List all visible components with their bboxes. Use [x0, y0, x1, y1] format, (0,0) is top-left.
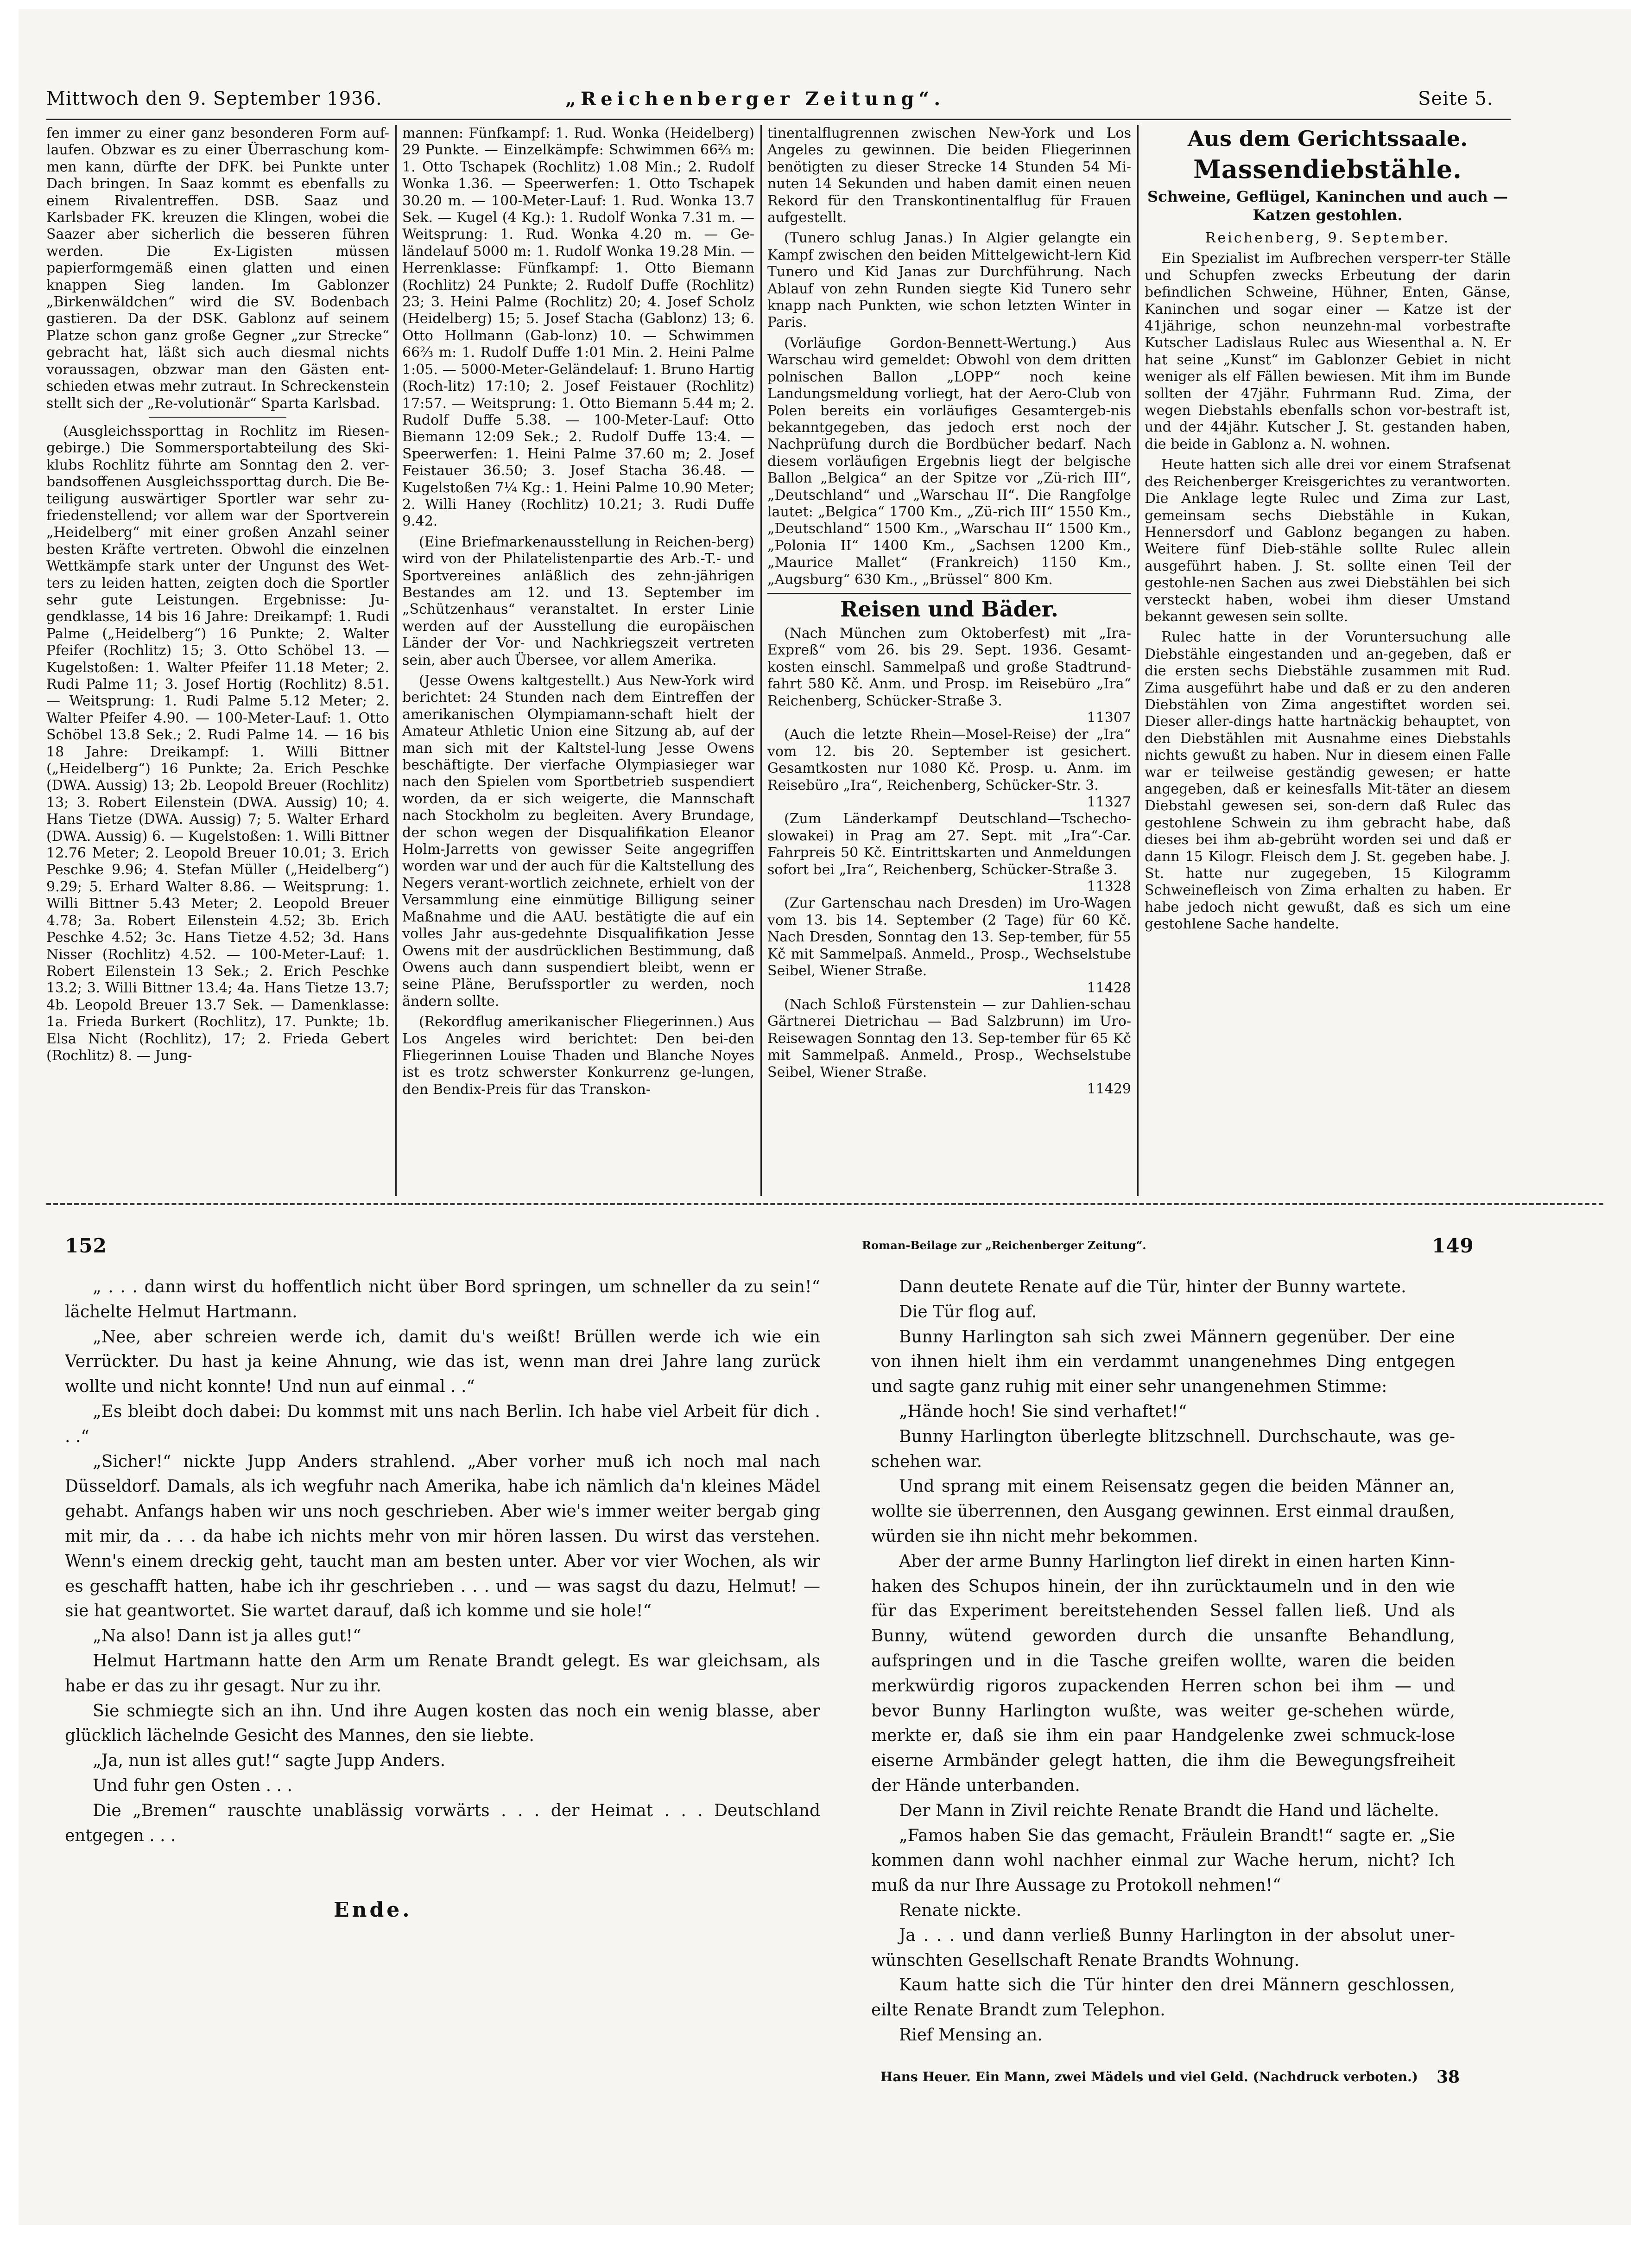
travel-ad-code: 11307	[1087, 710, 1131, 726]
footer-number: 38	[1437, 2067, 1460, 2087]
novel-paragraph: „Es bleibt doch dabei: Du kommst mit uns nach Berlin. Ich habe viel Arbeit für dich . . .“	[65, 1402, 820, 1446]
column-divider	[149, 417, 286, 418]
travel-ad	[767, 811, 1131, 895]
issue-date: Mittwoch den 9. September 1936.	[46, 88, 382, 109]
column-3	[767, 125, 1131, 1196]
novel-paragraph: Ja . . . und dann verließ Bunny Harlington in der absolut uner-wünschten Gesellschaft Renate Brandts Wohnung.	[871, 1925, 1455, 1970]
article-dateline: Reichenberg, 9. September.	[1205, 230, 1450, 246]
travel-ad-code: 11428	[1087, 979, 1131, 996]
right-page-number: 149	[1432, 1234, 1474, 1257]
newspaper-sheet	[19, 9, 1631, 2225]
article-paragraph: Rulec hatte in der Voruntersuchung alle Diebstähle eingestanden und an-gegeben, daß er die ersten sechs Diebstähle zusammen mit Rud. Zima ausgeführt habe und daß er zu den anderen Diebstählen von Zima angestiftet worden sei. Dieser aller-dings hatte hartnäckig behauptet, von den Diebstählen mit Ausnahme eines Diebstahls nichts gewußt zu haben. Nur in diesem einen Falle war er teilweise geständig gewesen; er hatte angegeben, daß er keinesfalls Mit-täter an diesem Diebstahl gewesen sei, son-dern daß Rulec das gestohlene Schwein zu ihm gebracht habe, daß dieses bei ihm ab-gebrüht worden sei und daß er dann 15 Kilogr. Fleisch dem J. St. gegeben habe. J. St. hatte nur zugegeben, 15 Kilogramm Schweinefleisch von Zima erhalten zu haben. Er habe jedoch nicht gewußt, daß es sich um eine gestohlene Sache handelte.	[1145, 629, 1511, 933]
gordon-bennett-article: (Vorläufige Gordon-Bennett-Wertung.) Aus Warschau wird gemeldet: Obwohl von dem dritten polnischen Ballon „LOPP“ noch keine Landungsmeldung vorliegt, hat der Aero-Club von Polen bereits ein vorläufiges Gesamtergeb-nis bekanntgegeben, das jedoch erst noch der Nachprüfung durch die Bordbücher bedarf. Nach diesem vorläufigen Ergebnis liegt der belgische Ballon „Belgica“ an der Spitze vor „Zü-rich III“, „Deutschland“ und „Warschau II“. Die Rangfolge lautet: „Belgica“ 1700 Km., „Zü-rich III“ 1550 Km., „Deutschland“ 1500 Km., „Warschau II“ 1500 Km., „Polonia II“ 1400 Km., „Sachsen 1200 Km., „Maurice Mallet“ (Frankreich) 1150 Km., „Augsburg“ 630 Km., „Brüssel“ 800 Km.	[767, 335, 1131, 588]
column-4	[1145, 125, 1511, 1196]
column-2	[402, 125, 754, 1196]
novel-paragraph: Dann deutete Renate auf die Tür, hinter der Bunny wartete.	[899, 1277, 1406, 1296]
travel-ad	[767, 997, 1131, 1098]
travel-ad-code: 11327	[1087, 794, 1131, 811]
novel-paragraph: Der Mann in Zivil reichte Renate Brandt die Hand und lächelte.	[899, 1801, 1439, 1820]
travel-ad-text: (Auch die letzte Rhein—Mosel-Reise) der „Ira“ vom 12. bis 20. September ist gesichert. Gesamtkosten nur 1080 Kč. Prosp. u. Anm. im Reisebüro „Ira“, Reichenberg, Schücker-Str. 3.	[767, 726, 1131, 794]
novel-paragraph: Renate nickte.	[899, 1900, 1022, 1920]
travel-ad-text: (Zum Länderkampf Deutschland—Tschecho-slowakei) in Prag am 27. Sept. mit „Ira“-Car. Fahrpreis 50 Kč. Eintrittskarten und Anmeldungen sofort bei „Ira“, Reichenberg, Schücker-Straße 3.	[767, 811, 1131, 878]
travel-section-heading: Reisen und Bäder.	[840, 596, 1058, 622]
novel-paragraph: Aber der arme Bunny Harlington lief direkt in einen harten Kinn-haken des Schupos hinein, der ihn zurücktaumeln und in den wie für das Experiment bereitstehenden Sessel fallen ließ. Und als Bunny, wütend geworden durch die unsanfte Behandlung, aufspringen und in die Tasche greifen wollte, waren die beiden merkwürdig rigoros zupackenden Herren schon bei ihm — und bevor Bunny Harlington wußte, was weiter ge-schehen würde, merkte er, daß sie ihm ein paar Handgelenke zwei schmuck-lose eiserne Armbänder gelegt hatten, die ihm die Bewegungsfreiheit der Hände unterbanden.	[871, 1551, 1455, 1795]
novel-paragraph: Bunny Harlington überlegte blitzschnell. Durchschaute, was ge-schehen war.	[871, 1427, 1455, 1471]
masthead: „Reichenberger Zeitung“.	[565, 88, 945, 110]
travel-ad-text: (Zur Gartenschau nach Dresden) im Uro-Wagen vom 13. bis 14. September (2 Tage) für 60 Kč. Nach Dresden, Sonntag den 13. Sep-tember, für 55 Kč mit Sammelpaß. Anmeld., Prosp., Wechselstube Seibel, Wiener Straße.	[767, 895, 1131, 979]
column-rule-2	[760, 125, 762, 1196]
column-rule-1	[395, 125, 397, 1196]
novel-paragraph: Sie schmiegte sich an ihn. Und ihre Augen kosten das noch ein wenig blasse, aber glücklich lächelnde Gesicht des Mannes, den sie liebte.	[65, 1701, 820, 1746]
rochlitz-results-continued: mannen: Fünfkampf: 1. Rud. Wonka (Heidelberg) 29 Punkte. — Einzelkämpfe: Schwimmen 66⅔ m: 1. Otto Tschapek (Rochlitz) 1.08 Min.; 2. Rudolf Wonka 1.36. — Speerwerfen: 1. Otto Tschapek 30.20 m. — 100-Meter-Lauf: 1. Rud. Wonka 13.7 Sek. — Kugel (4 Kg.): 1. Rudolf Wonka 7.31 m. — Weitsprung: 1. Rud. Wonka 4.20 m. — Ge-ländelauf 5000 m: 1. Rudolf Wonka 19.28 Min. — Herrenklasse: Fünfkampf: 1. Otto Biemann (Rochlitz) 24 Punkte; 2. Rudolf Duffe (Rochlitz) 23; 3. Heini Palme (Rochlitz) 20; 4. Josef Scholz (Heidelberg) 15; 5. Josef Stacha (Gablonz) 13; 6. Otto Hollmann (Gab-lonz) 10. — Schwimmen 66⅔ m: 1. Rudolf Duffe 1:01 Min. 2. Heini Palme 1:05. — 5000-Meter-Geländelauf: 1. Bruno Hartig (Roch-litz) 17:10; 2. Josef Feistauer (Rochlitz) 17:57. — Weitsprung: 1. Otto Biemann 5.44 m; 2. Rudolf Duffe 5.38. — 100-Meter-Lauf: Otto Biemann 12:09 Sek.; 2. Rudolf Duffe 13:4. — Speerwerfen: 1. Heini Palme 37.60 m; 2. Josef Feistauer 36.50; 3. Josef Stacha 36.48. — Kugelstoßen 7¼ Kg.: 1. Heini Palme 10.90 Meter; 2. Willi Haney (Rochlitz) 10.21; 3. Rudi Duffe 9.42.	[402, 125, 754, 530]
column-1	[46, 125, 389, 1196]
jesse-owens-article: (Jesse Owens kaltgestellt.) Aus New-York wird berichtet: 24 Stunden nach dem Eintreffen der amerikanischen Olympiamann-schaft hielt der Amateur Athletic Union eine Sitzung ab, auf der man sich mit der Kaltstel-lung Jesse Owens beschäftigte. Der vierfache Olympiasieger war nach den Spielen vom Sportbetrieb suspendiert worden, da er sich weigerte, die Mannschaft nach Stockholm zu begleiten. Avery Brundage, der schon wegen der Disqualifikation Eleanor Holm-Jarretts von gewisser Seite angegriffen worden war und der auch für die Kaltstellung des Negers verant-wortlich zeichnete, erhielt von der Versammlung eine einmütige Billigung seiner Maßnahme und die AAU. bestätigte die auf ein volles Jahr aus-gedehnte Disqualifikation Jesse Owens mit der ausdrücklichen Bestimmung, daß Owens auch dann suspendiert bleibt, wenn er seine Pläne, Berufssportler zu werden, noch ändern sollte.	[402, 673, 754, 1010]
supplement-title: Roman-Beilage zur „Reichenberger Zeitung“.	[862, 1239, 1146, 1252]
court-section-heading: Aus dem Gerichtssaale.	[1187, 126, 1468, 151]
novel-paragraph: „Famos haben Sie das gemacht, Fräulein Brandt!“ sagte er. „Sie kommen dann wohl nachher einmal zur Wache herum, nicht? Ich muß da nur Ihre Aussage zu Protokoll nehmen!“	[871, 1826, 1455, 1895]
novel-paragraph: „ . . . dann wirst du hoffentlich nicht über Bord springen, um schneller da zu sein!“ lächelte Helmut Hartmann.	[65, 1277, 820, 1322]
novel-paragraph: Die „Bremen“ rauschte unablässig vorwärts . . . der Heimat . . . Deutschland entgegen . . .	[65, 1801, 820, 1845]
record-flight-article: (Rekordflug amerikanischer Fliegerinnen.) Aus Los Angeles wird berichtet: Den bei-den Fliegerinnen Louise Thaden und Blanche Noyes ist es trotz schwerster Konkurrenz ge-lungen, den Bendix-Preis für das Transkon-	[402, 1014, 754, 1098]
travel-ad	[767, 895, 1131, 996]
section-divider	[767, 593, 1131, 594]
article-headline: Massendiebstähle.	[1193, 154, 1462, 184]
travel-ad-code: 11429	[1087, 1080, 1131, 1097]
footer-credit: Hans Heuer. Ein Mann, zwei Mädels und viel Geld. (Nachdruck verboten.)	[880, 2069, 1418, 2084]
travel-ad	[767, 625, 1131, 726]
travel-ad-text: (Nach Schloß Fürstenstein — zur Dahlien-schau Gärtnerei Dietrichau — Bad Salzbrunn) im Uro-Reisewagen Sonntag den 13. Sep-tember für 65 Kč mit Sammelpaß. Anmeld., Prosp., Wechselstube Seibel, Wiener Straße.	[767, 996, 1131, 1080]
football-preview-text: fen immer zu einer ganz besonderen Form auf-laufen. Obzwar es zu einer Überraschung kom-men kann, dürfte der DFK. bei Punkte unter Dach bringen. In Saaz kommt es ebenfalls zu einem Rivalentreffen. DSB. Saaz und Karlsbader FK. kreuzen die Klingen, wobei die Saazer aber sicherlich die besseren führen werden. Die Ex-Ligisten müssen papierformgemäß einen glatten und einen knappen Sieg landen. Im Gablonzer „Birkenwäldchen“ wird die SV. Bodenbach gastieren. Da der DSK. Gablonz auf seinem Platze schon ganz große Gegner „zur Strecke“ gebracht hat, läßt sich auch diesmal nichts voraussagen, obzwar man den Gästen ent-schieden etwas mehr zutraut. In Schreckenstein stellt sich der „Re-volutionär“ Sparta Karlsbad.	[46, 125, 389, 412]
article-subheadline: Schweine, Geflügel, Kaninchen und auch — Katzen gestohlen.	[1147, 188, 1508, 224]
novel-paragraph: Rief Mensing an.	[899, 2025, 1043, 2044]
record-flight-continued: tinentalflugrennen zwischen New-York und Los Angeles zu gewinnen. Die beiden Fliegerinnen benötigten zu dieser Strecke 14 Stunden 54 Mi-nuten 14 Sekunden und haben damit einen neuen Rekord für den Transkontinentalflug für Frauen aufgestellt.	[767, 125, 1131, 226]
novel-paragraph: Und sprang mit einem Reisensatz gegen die beiden Männer an, wollte sie überrennen, den Ausgang gewinnen. Erst einmal draußen, würden sie ihn nicht mehr bekommen.	[871, 1477, 1455, 1546]
page-label: Seite 5.	[1418, 88, 1494, 109]
left-page-number: 152	[65, 1234, 107, 1257]
travel-ad	[767, 726, 1131, 811]
rochlitz-sports-article: (Ausgleichssporttag in Rochlitz im Riesen-gebirge.) Die Sommersportabteilung des Ski-klubs Rochlitz führte am Sonntag den 2. ver-bandsoffenen Ausgleichssporttag durch. Die Be-teiligung auswärtiger Sportler war sehr zu-friedenstellend; vor allem war der Sportverein „Heidelberg“ mit einer großen Anzahl seiner besten Kräfte vertreten. Obwohl die einzelnen Wettkämpfe stark unter der Ungunst des Wet-ters zu leiden hatten, zeigten doch die Sportler sehr gute Leistungen. Ergebnisse: Ju-gendklasse, 14 bis 16 Jahre: Dreikampf: 1. Rudi Palme („Heidelberg“) 16 Punkte; 2. Walter Pfeifer (Rochlitz) 15; 3. Otto Schöbel 13. — Kugelstoßen: 1. Walter Pfeifer 11.18 Meter; 2. Rudi Palme 11; 3. Josef Hortig (Rochlitz) 8.51. — Weitsprung: 1. Rudi Palme 5.12 Meter; 2. Walter Pfeifer 4.90. — 100-Meter-Lauf: 1. Otto Schöbel 13.8 Sek.; 2. Rudi Palme 14. — 16 bis 18 Jahre: Dreikampf: 1. Willi Bittner („Heidelberg“) 16 Punkte; 2a. Erich Peschke (DWA. Aussig) 13; 2b. Leopold Breuer (Rochlitz) 13; 3. Robert Eilenstein (DWA. Aussig) 10; 4. Hans Tietze (DWA. Aussig) 7; 5. Walter Erhard (DWA. Aussig) 6. — Kugelstoßen: 1. Willi Bittner 12.76 Meter; 2. Leopold Breuer 10.01; 3. Erich Peschke 9.96; 4. Stefan Müller („Heidelberg“) 9.29; 5. Erhard Walter 8.86. — Weitsprung: 1. Willi Bittner 5.43 Meter; 2. Leopold Breuer 4.78; 3a. Robert Eilenstein 4.52; 3b. Erich Peschke 4.52; 3c. Hans Tietze 4.52; 3d. Hans Nisser (Rochlitz) 4.52. — 100-Meter-Lauf: 1. Robert Eilenstein 13 Sek.; 2. Erich Peschke 13.2; 3. Willi Bittner 13.4; 4a. Hans Tietze 13.7; 4b. Leopold Breuer 13.7 Sek. — Damenklasse: 1a. Frieda Burkert (Rochlitz), 17. Punkte; 1b. Elsa Nicht (Rochlitz), 17; 2. Frieda Gebert (Rochlitz) 8. — Jung-	[46, 423, 389, 1064]
header-rule	[46, 119, 1511, 120]
travel-ad-code: 11328	[1087, 878, 1131, 895]
novel-paragraph: Helmut Hartmann hatte den Arm um Renate Brandt gelegt. Es war gleichsam, als habe er das zu ihr gesagt. Nur zu ihr.	[65, 1651, 820, 1696]
novel-paragraph: „Ja, nun ist alles gut!“ sagte Jupp Anders.	[93, 1751, 446, 1771]
end-marker: Ende.	[334, 1898, 412, 1922]
stamp-exhibition-article: (Eine Briefmarkenausstellung in Reichen-berg) wird von der Philatelistenpartie des Arb.-T.- und Sportvereines anläßlich des zehn-jährigen Bestandes am 12. und 13. September im „Schützenhaus“ veranstaltet. In erster Linie werden auf der Ausstellung die europäischen Länder der Vor- und Nachkriegszeit vertreten sein, aber auch Übersee, vor allem Amerika.	[402, 534, 754, 668]
novel-paragraph: Und fuhr gen Osten . . .	[93, 1776, 292, 1795]
novel-paragraph: Kaum hatte sich die Tür hinter den drei Männern geschlossen, eilte Renate Brandt zum Telephon.	[871, 1976, 1455, 2020]
novel-paragraph: „Sicher!“ nickte Jupp Anders strahlend. „Aber vorher muß ich noch mal nach Düsseldorf. Damals, als ich wegfuhr nach Amerika, habe ich nämlich da'n kleines Mädel gehabt. Anfangs haben wir uns noch geschrieben. Aber wie's immer weiter bergab ging mit mir, da . . . da habe ich nichts mehr von mir hören lassen. Du wirst das verstehen. Wenn's einem dreckig geht, taucht man am besten unter. Aber vor vier Wochen, als wir es geschafft hatten, habe ich ihr geschrieben . . . und — was sagst du dazu, Helmut! — sie hat geantwortet. Sie wartet darauf, daß ich komme und sie hole!“	[65, 1452, 820, 1621]
novel-paragraph: „Nee, aber schreien werde ich, damit du's weißt! Brüllen werde ich wie ein Verrückter. Du hast ja keine Ahnung, wie das ist, wenn man drei Jahre lang zurück wollte und nicht konnte! Und nun auf einmal . .“	[65, 1327, 820, 1397]
novel-paragraph: Die Tür flog auf.	[899, 1302, 1037, 1322]
travel-ad-text: (Nach München zum Oktoberfest) mit „Ira-Expreß“ vom 26. bis 29. Sept. 1936. Gesamt-kosten einschl. Sammelpaß und große Stadtrund-fahrt 580 Kč. Anm. und Prosp. im Reisebüro „Ira“ Reichenberg, Schücker-Straße 3.	[767, 625, 1131, 709]
tunero-janas-article: (Tunero schlug Janas.) In Algier gelangte ein Kampf zwischen den beiden Mittelgewicht-lern Kid Tunero und Kid Janas zur Durchführung. Nach Ablauf von zehn Runden siegte Kid Tunero sehr knapp nach Punkten, wie schon letzten Winter in Paris.	[767, 230, 1131, 331]
novel-paragraph: „Na also! Dann ist ja alles gut!“	[93, 1627, 361, 1646]
novel-paragraph: „Hände hoch! Sie sind verhaftet!“	[899, 1402, 1187, 1421]
novel-paragraph: Bunny Harlington sah sich zwei Männern gegenüber. Der eine von ihnen hielt ihm ein verdammt unangenehmes Ding entgegen und sagte ganz ruhig mit einer sehr unangenehmen Stimme:	[871, 1327, 1455, 1397]
novel-right-column	[871, 1275, 1455, 2044]
article-paragraph: Ein Spezialist im Aufbrechen versperr-ter Ställe und Schupfen zwecks Erbeutung der darin befindlichen Schweine, Hühner, Enten, Gänse, Kaninchen und sogar einer — Katze ist der 41jährige, schon neunzehn-mal vorbestrafte Kutscher Ladislaus Rulec aus Wiesenthal a. N. Er hat seine „Kunst“ im Gablonzer Gebiet in nicht weniger als elf Fällen bewiesen. Mit ihm im Bunde sollten der 47jähr. Fuhrmann Rud. Zima, der wegen Diebstahls ebenfalls schon vor-bestraft ist, und der 44jähr. Kutscher J. St. gestanden haben, die beide in Gablonz a. N. wohnen.	[1145, 250, 1511, 452]
novel-left-column	[65, 1275, 820, 1854]
column-rule-3	[1137, 125, 1139, 1196]
article-paragraph: Heute hatten sich alle drei vor einem Strafsenat des Reichenberger Kreisgerichtes zu verantworten. Die Anklage legte Rulec und Zima zur Last, gemeinsam sechs Diebstähle in Kukan, Hennersdorf und Gablonz begangen zu haben. Weitere fünf Dieb-stähle sollte Rulec allein ausgeführt haben. J. St. sollte einen Teil der gestohle-nen Sachen aus zwei Diebstählen bei sich versteckt haben, wobei ihm dieser Umstand bekannt gewesen sein sollte.	[1145, 457, 1511, 625]
page-separator	[46, 1203, 1603, 1205]
